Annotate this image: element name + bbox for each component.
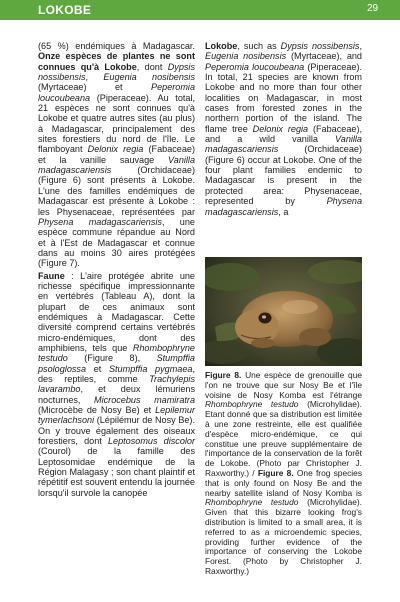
- plants-paragraph-fr: (65 %) endémiques à Madagascar. Onze espèces de plantes ne sont connues qu'à Lokobe, dont Dypsis nossibensis, Eugenia nosibensis (Myrtaceae) et Peperomia loucoubeana (Piperaceae). Au total, 21 espèces ne sont connues qu'à Lokobe et quatre autres sites (au plus) à Madagascar, principalement des sites forestiers du nord de l'île. Le flamboyant Delonix regia (Fabaceae) et la vanille sauvage Vanilla madagascariensis (Orchidaceae) (Figure 6) sont présents à Lokobe. L'une des familles endémiques de Madagascar est présente à Lokobe : les Physenaceae, représentées par Physena madagascariensis, une espèce commune répandue au Nord et à l'Est de Madagascar et connue dans au moins 30 aires protégées (Figure 7).: [38, 41, 196, 269]
- page-header-bar: [0, 0, 400, 20]
- caption-french: Figure 8. Une espèce de grenouille que l'on ne trouve que sur Nosy Be et l'île voisine de Nosy Komba est l'étrange Rhombophryne testudo (Microhylidae). Etant donné que sa distribution est limitée à une zone restreinte, elle est qualifiée d'espèce micro-endémique, ce qui constitue une preuve supplémentaire de l'importance de la conservation de la forêt de Lokobe. (Photo par Christopher J. Raxworthy.) / Figure 8. One frog species that is only found on Nosy Be and the nearby satellite island of Nosy Komba is Rhombophryne testudo (Microhylidae). Given that this bizarre looking frog's distribution is limited to a small area, it is referred to as a microendemic species, providing further evidence of the importance of conserving the Lokobe Forest. (Photo by Christopher J. Raxworthy.): [205, 370, 363, 576]
- frog-photo: [205, 257, 362, 366]
- plants-paragraph-en: Lokobe, such as Dypsis nossibensis, Eugenia nosibensis (Myrtaceae), and Peperomia loucoubeana (Piperaceae). In total, 21 species are known from Lokobe and no more than four other localities on Madagascar, in most cases from forested zones in the northern portion of the island. The flame tree Delonix regia (Fabaceae), and a wild vanilla Vanilla madagascariensis (Orchidaceae) (Figure 6) occur at Lokobe. One of the four plant families endemic to Madagascar is present in the protected area: Physenaceae, represented by Physena madagascariensis, a: [205, 41, 362, 217]
- left-column-french: [38, 41, 195, 498]
- section-title: LOKOBE: [38, 3, 92, 17]
- fauna-paragraph-fr: Faune : L'aire protégée abrite une richesse spécifique impressionnante en vertébrés (Tableau A), dont la plupart de ces animaux sont endémiques à Madagascar. Cette diversité comprend certains vertébrés micro-endémiques, dont des amphibiens, tels que Rhombophryne testudo (Figure 8), Stumpffia psologlossa et Stumpffia pygmaea, des reptiles, comme Trachylepis lavarambo, et deux lémuriens nocturnes, Microcebus mamiratra (Microcèbe de Nosy Be) et Lepilemur tymerlachsoni (Lépilémur de Nosy Be). On y trouve également des oiseaux forestiers, dont Leptosomus discolor (Courol) de la famille des Leptosomidae endémique de la Région Malagasy ; son chant plaintif et répétitif est souvent entendu la journée lorsqu'il survole la canopée: [38, 270, 196, 498]
- figure-8-caption: [205, 371, 362, 577]
- page-number: 29: [367, 3, 379, 14]
- right-column-english: [205, 41, 362, 217]
